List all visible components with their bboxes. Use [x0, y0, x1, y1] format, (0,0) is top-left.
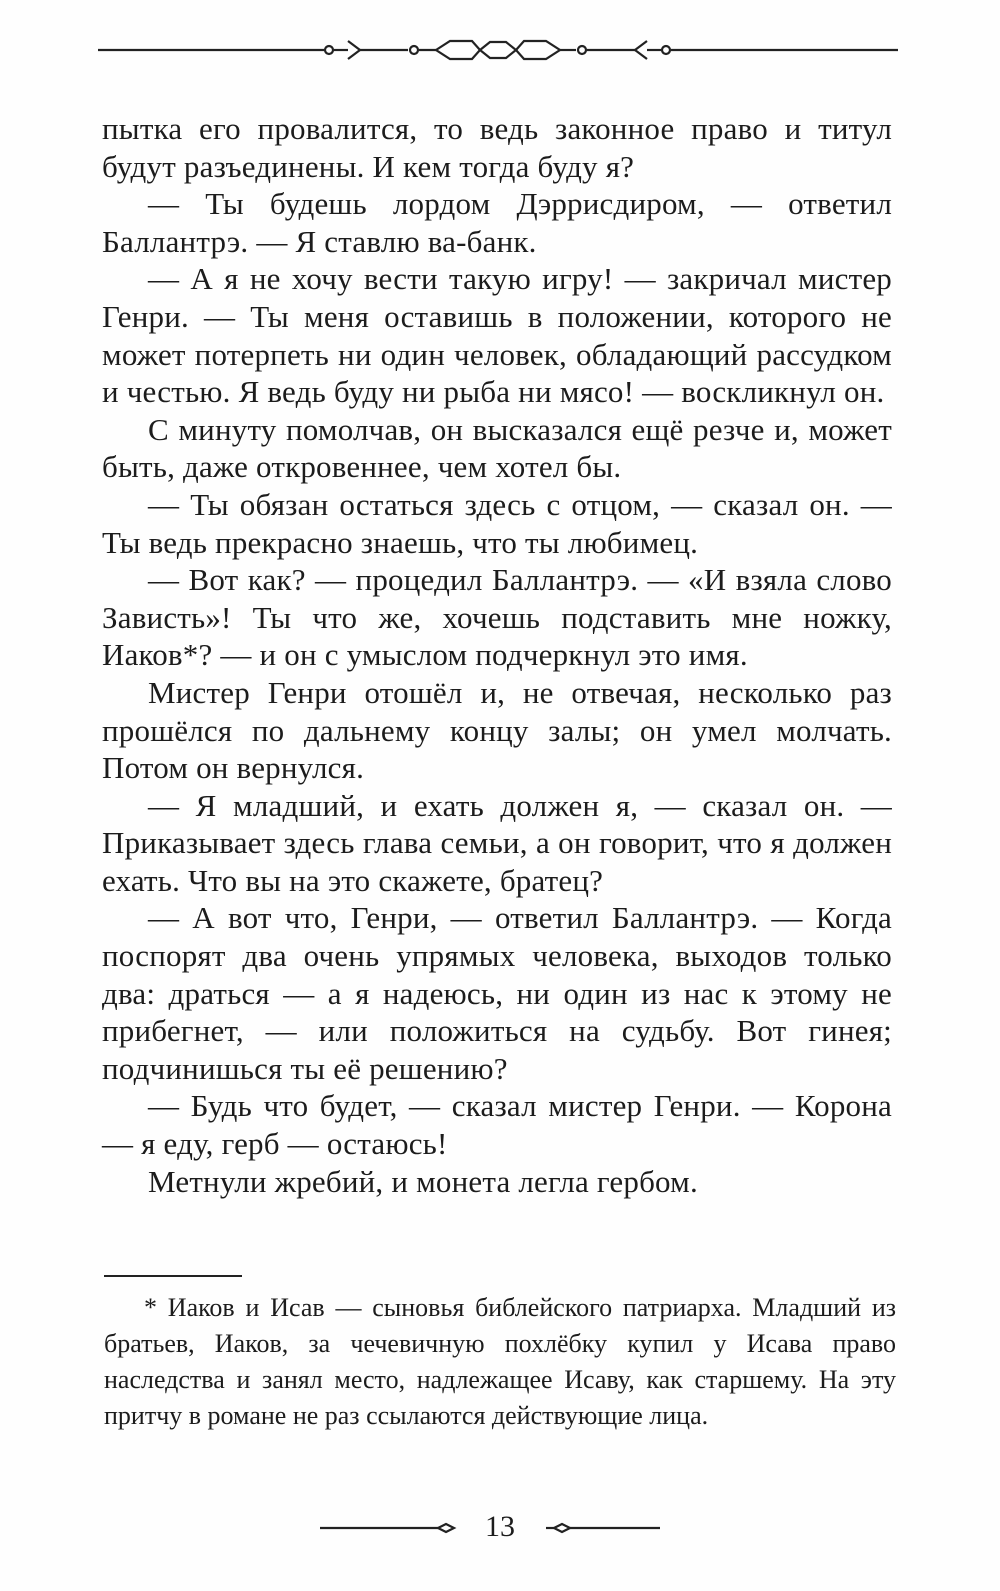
paragraph: — А я не хочу вести такую игру! — закричал мистер Генри. — Ты меня оставишь в положении, которого не может потерпеть ни один человек, обладающий рассудком и честью. Я ведь буду ни рыба ни мясо! — воскликнул он.: [102, 261, 892, 410]
paragraph: С минуту помолчав, он высказался ещё резче и, может быть, даже откровеннее, чем хотел бы.: [102, 411, 892, 485]
page-number: 13: [485, 1510, 515, 1543]
paragraph: — Вот как? — процедил Баллантрэ. — «И взяла слово Зависть»! Ты что же, хочешь подставить мне ножку, Иаков*? — и он с умыслом подчеркнул это имя.: [102, 562, 892, 673]
paragraph: — Я младший, и ехать должен я, — сказал он. — Приказывает здесь глава семьи, а он говорит, что я должен ехать. Что вы на это скажете, братец?: [102, 787, 892, 898]
paragraph: Мистер Генри отошёл и, не отвечая, несколько раз прошёлся по дальнему концу залы; он умел молчать. Потом он вернулся.: [102, 674, 892, 786]
paragraph: — Ты обязан остаться здесь с отцом, — сказал он. — Ты ведь прекрасно знаешь, что ты любимец.: [102, 486, 892, 560]
paragraph: — Ты будешь лордом Дэррисдиром, — ответил Баллантрэ. — Я ставлю ва-банк.: [102, 186, 892, 259]
top-ornament-divider: [98, 30, 898, 70]
paragraph: пытка его провалится, то ведь законное право и титул будут разъединены. И кем тогда буду я?: [102, 111, 892, 184]
footnote-text: * Иаков и Исав — сыновья библейского патриарха. Младший из братьев, Иаков, за чечевичную похлёбку купил у Исава право наследства и занял место, надлежащее Исаву, как старшему. На эту притчу в романе не раз ссылаются действующие лица.: [104, 1293, 896, 1430]
paragraph: Метнули жребий, и монета легла гербом.: [148, 1163, 698, 1199]
footnote: [104, 1290, 896, 1434]
main-text: [102, 110, 892, 1200]
footnote-rule: [104, 1275, 242, 1277]
paragraph: — А вот что, Генри, — ответил Баллантрэ. — Когда поспорят два очень упрямых человека, выходов только два: драться — а я надеюсь, ни один из нас к этому не прибегнет, — или положиться на судьбу. Вот гинея; подчинишься ты её решению?: [102, 900, 892, 1086]
paragraph: — Будь что будет, — сказал мистер Генри. — Корона — я еду, герб — остаюсь!: [102, 1088, 892, 1162]
